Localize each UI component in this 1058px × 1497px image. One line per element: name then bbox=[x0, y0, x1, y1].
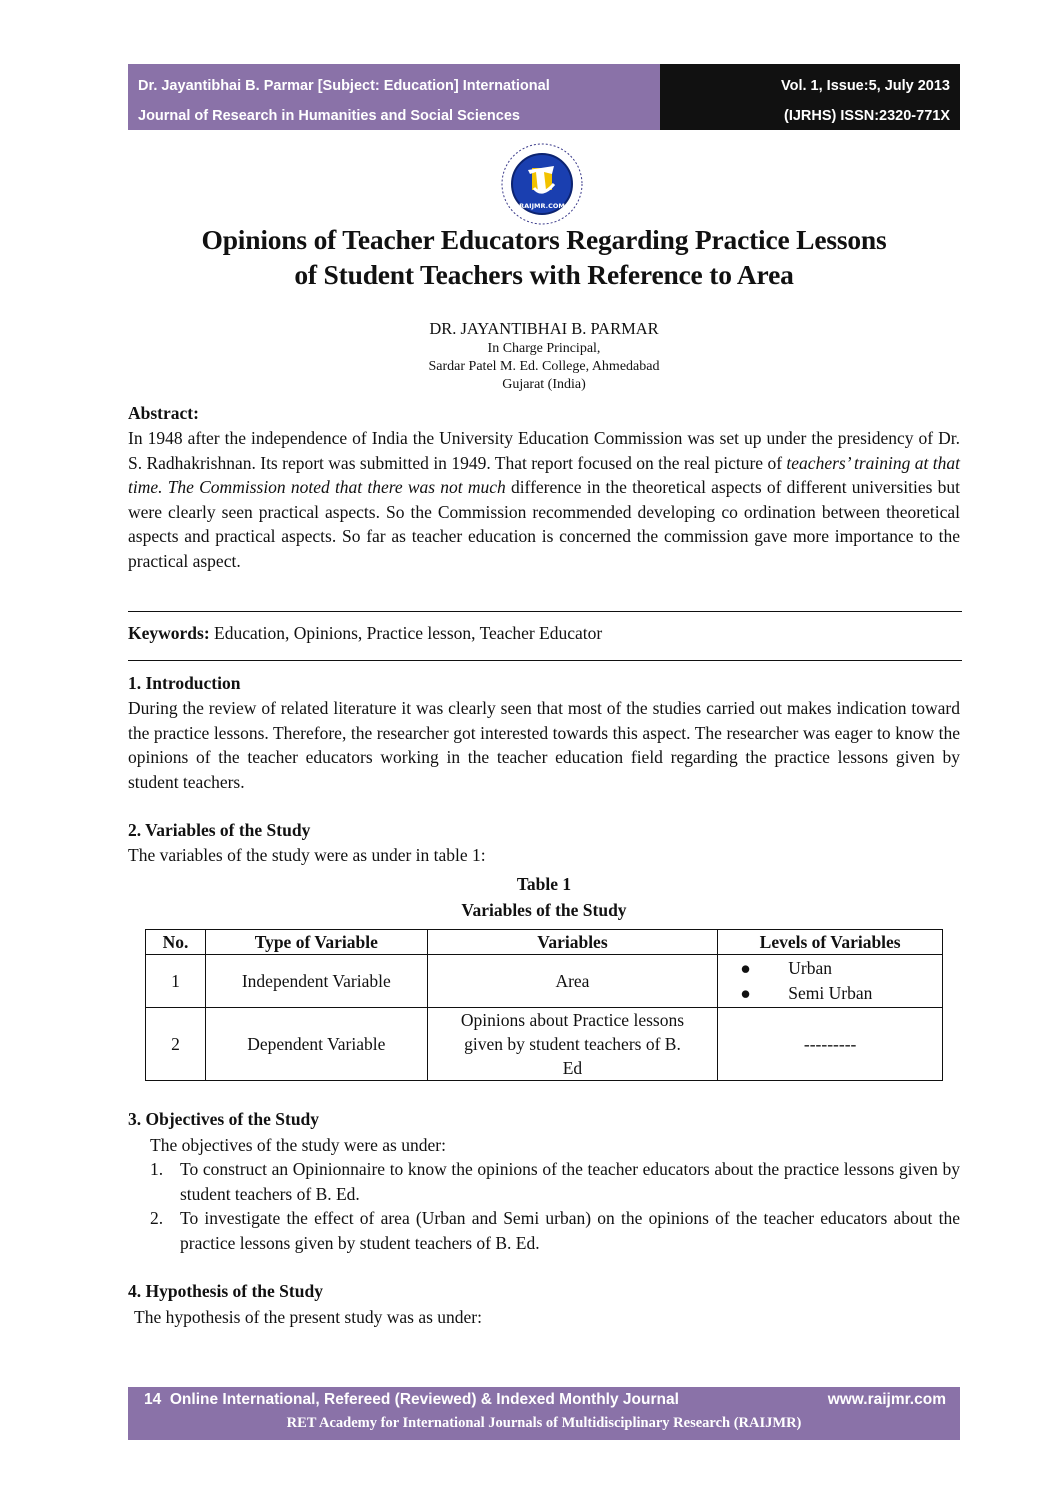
journal-footer bbox=[128, 1387, 960, 1440]
raijmr-logo bbox=[492, 140, 592, 230]
keywords-label: Keywords: bbox=[128, 623, 210, 643]
variables-text: The variables of the study were as under in table 1: bbox=[128, 845, 486, 865]
introduction-text: During the review of related literature it was clearly seen that most of the studies carried out makes indication toward the practice lessons. Therefore, the researcher got interested towards this aspect. The researcher was eager to know the opinions of the teacher educators working in the teacher education field regarding the practice lessons given by student teachers. bbox=[128, 698, 960, 792]
level-label: Urban bbox=[788, 958, 833, 978]
paper-title bbox=[128, 222, 960, 292]
cell-levels: --------- bbox=[718, 1008, 943, 1081]
cell-no: 2 bbox=[146, 1008, 206, 1081]
column-header: No. bbox=[146, 930, 206, 955]
header-left-line1: Dr. Jayantibhai B. Parmar [Subject: Education] International bbox=[138, 78, 550, 94]
journal-header bbox=[128, 64, 960, 130]
level-item bbox=[740, 956, 936, 981]
table-row bbox=[146, 955, 943, 1008]
header-left-line2: Journal of Research in Humanities and Social Sciences bbox=[138, 108, 520, 124]
objective-number: 2. bbox=[150, 1208, 164, 1228]
objective-text: To construct an Opinionnaire to know the opinions of the teacher educators about the practice lessons given by student teachers of B. Ed. bbox=[180, 1159, 960, 1204]
bullet-icon: ● bbox=[740, 983, 751, 1003]
cell-variable: Area bbox=[427, 955, 718, 1008]
variables-table bbox=[145, 929, 943, 1081]
header-right-line2: (IJRHS) ISSN:2320-771X bbox=[783, 108, 950, 124]
hypothesis-heading: 4. Hypothesis of the Study bbox=[128, 1281, 323, 1301]
table-header-row bbox=[146, 930, 943, 955]
cell-type: Dependent Variable bbox=[205, 1008, 427, 1081]
introduction-heading: 1. Introduction bbox=[128, 673, 241, 693]
objective-text: To investigate the effect of area (Urban and Semi urban) on the opinions of the teacher educators about the practice lessons given by student teachers of B. Ed. bbox=[180, 1208, 960, 1253]
footer-url[interactable]: www.raijmr.com bbox=[827, 1391, 946, 1408]
abstract-text-italic: teachers’ training at that time. The Commission noted that there was not much bbox=[128, 452, 960, 497]
objective-item bbox=[150, 1157, 960, 1206]
header-volume-info bbox=[660, 64, 960, 130]
objectives-intro: The objectives of the study were as under: bbox=[150, 1135, 446, 1155]
header-journal-info bbox=[128, 64, 660, 130]
variables-heading: 2. Variables of the Study bbox=[128, 820, 311, 840]
divider-bottom bbox=[128, 660, 962, 661]
header-right-line1: Vol. 1, Issue:5, July 2013 bbox=[781, 78, 950, 94]
table-row bbox=[146, 1008, 943, 1081]
table-subtitle: Variables of the Study bbox=[461, 900, 627, 920]
abstract-text-a: In 1948 after the independence of India the University Education Commission was set up under the presidency of Dr. S. Radhakrishnan. Its report was submitted in 1949. That report focused on the real picture of bbox=[128, 428, 960, 473]
keywords-text: Education, Opinions, Practice lesson, Teacher Educator bbox=[209, 623, 603, 643]
cell-no: 1 bbox=[146, 955, 206, 1008]
page-number: 14 bbox=[144, 1391, 162, 1408]
abstract-text bbox=[128, 426, 960, 573]
title-line1: Opinions of Teacher Educators Regarding Practice Lessons bbox=[201, 224, 887, 255]
author-college: Sardar Patel M. Ed. College, Ahmedabad bbox=[428, 359, 660, 374]
divider-top bbox=[128, 611, 962, 612]
logo-text: RAIJMR.COM bbox=[519, 202, 565, 210]
hypothesis-text: The hypothesis of the present study was as under: bbox=[134, 1307, 482, 1327]
cell-variable: Opinions about Practice lessons given by student teachers of B. Ed bbox=[427, 1008, 718, 1081]
cell-levels bbox=[718, 955, 943, 1008]
objective-item bbox=[150, 1206, 960, 1255]
column-header: Levels of Variables bbox=[718, 930, 943, 955]
author-position: In Charge Principal, bbox=[487, 341, 601, 356]
abstract-text-b: difference in the theoretical aspects of different universities but were clearly seen practical aspects. So the Commission recommended developing co ordination between theoretical aspects and practical aspects. So far as teacher education is concerned the commission gave more importance to the practical aspect. bbox=[128, 477, 960, 571]
cell-type: Independent Variable bbox=[205, 955, 427, 1008]
title-line2: of Student Teachers with Reference to Area bbox=[294, 259, 794, 290]
author-location: Gujarat (India) bbox=[502, 377, 586, 392]
footer-top-line bbox=[144, 1391, 946, 1409]
footer-academy: RET Academy for International Journals of Multidisciplinary Research (RAIJMR) bbox=[286, 1415, 802, 1431]
footer-journal-desc: Online International, Refereed (Reviewed) & Indexed Monthly Journal bbox=[169, 1391, 679, 1408]
abstract-heading: Abstract: bbox=[128, 403, 199, 423]
objective-number: 1. bbox=[150, 1159, 164, 1179]
keywords bbox=[128, 623, 602, 644]
column-header: Type of Variable bbox=[205, 930, 427, 955]
author-name: DR. JAYANTIBHAI B. PARMAR bbox=[429, 319, 659, 338]
bullet-icon: ● bbox=[740, 958, 751, 978]
column-header: Variables bbox=[427, 930, 718, 955]
table-title: Table 1 bbox=[516, 874, 572, 894]
footer-description bbox=[144, 1391, 679, 1409]
level-item bbox=[740, 981, 936, 1006]
author-block bbox=[128, 318, 960, 394]
objectives-heading: 3. Objectives of the Study bbox=[128, 1109, 320, 1129]
level-label: Semi Urban bbox=[788, 983, 873, 1003]
